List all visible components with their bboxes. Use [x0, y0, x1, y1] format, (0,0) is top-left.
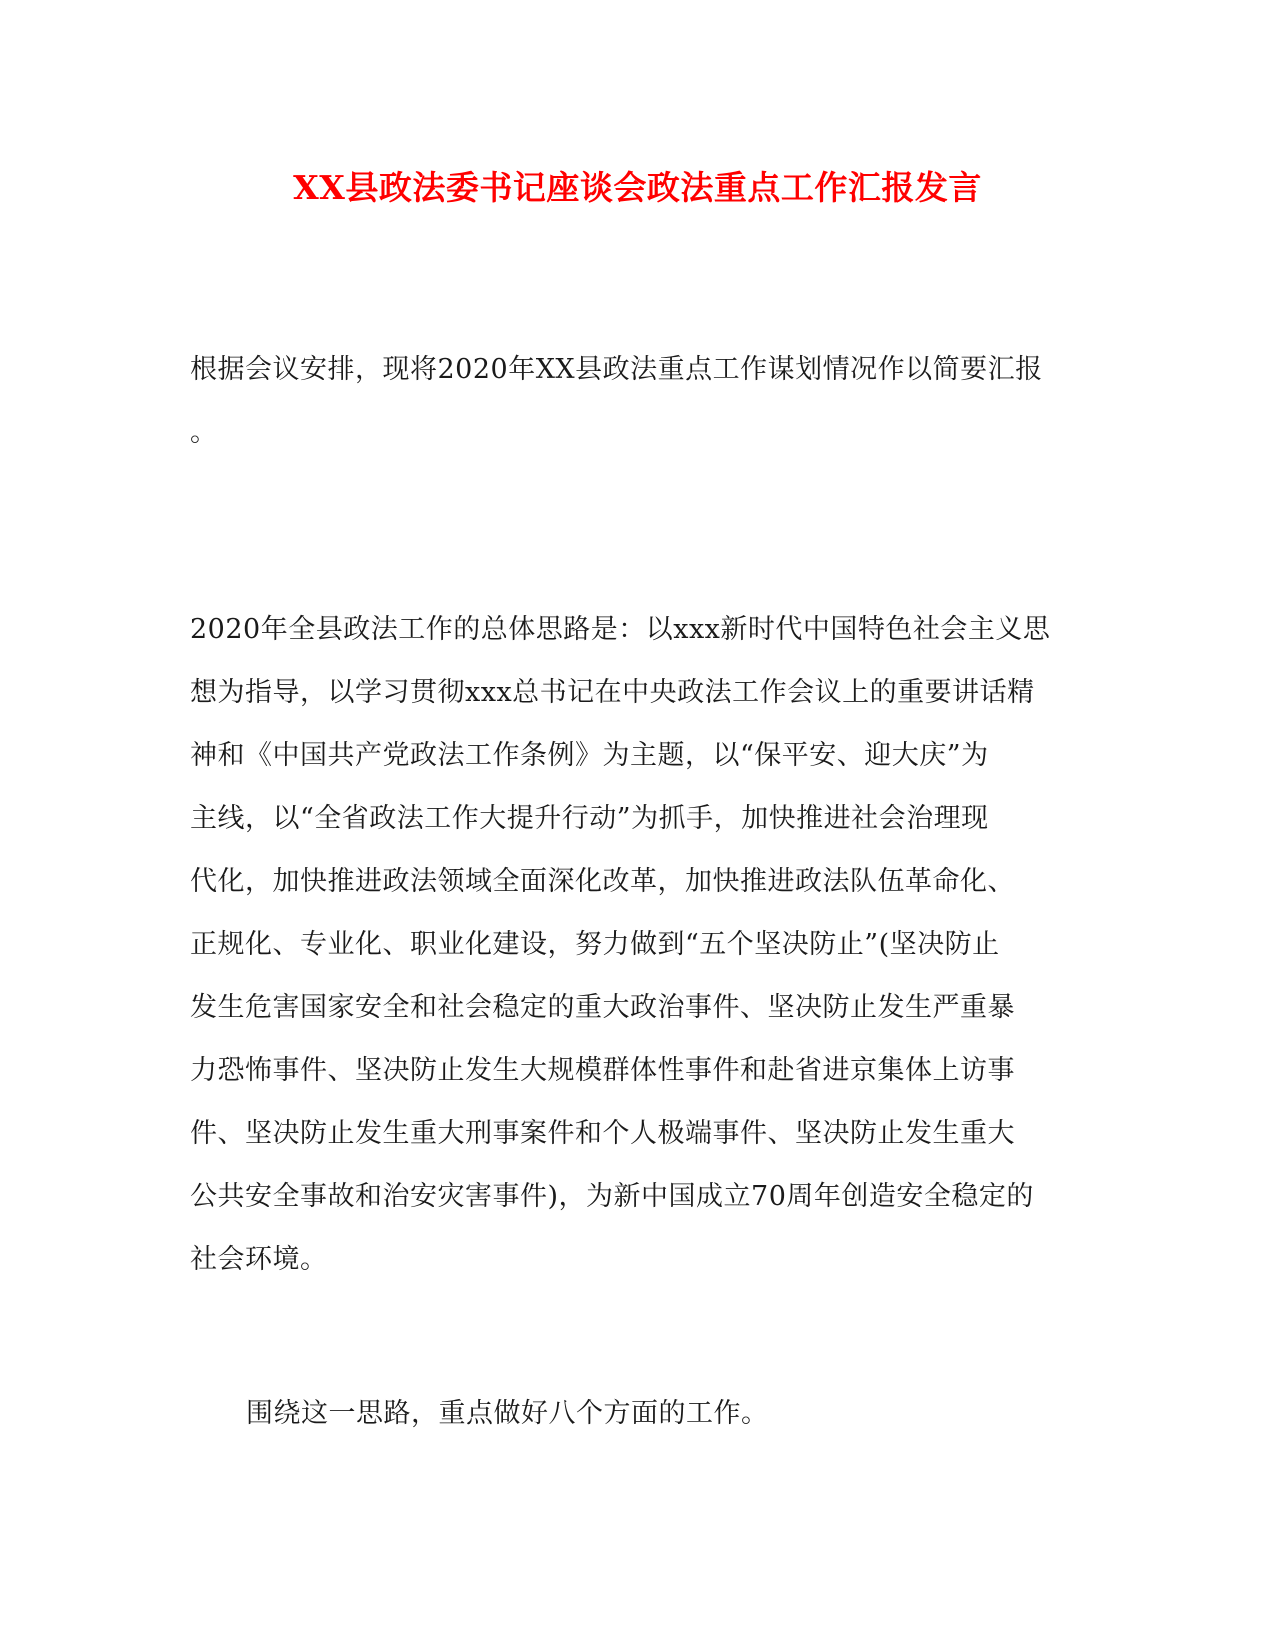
document-title: XX县政法委书记座谈会政法重点工作汇报发言 [293, 168, 982, 207]
paragraph-line: 神和《中国共产党政法工作条例》为主题，以“保平安、迎大庆”为 [190, 740, 989, 771]
paragraph-line: 想为指导，以学习贯彻xxx总书记在中央政法工作会议上的重要讲话精 [190, 677, 1035, 708]
general-approach-paragraph [190, 598, 1090, 1291]
paragraph-line: 主线，以“全省政法工作大提升行动”为抓手，加快推进社会治理现 [190, 803, 989, 834]
paragraph-line: 力恐怖事件、坚决防止发生大规模群体性事件和赴省进京集体上访事 [190, 1055, 1015, 1086]
paragraph-line: 社会环境。 [190, 1244, 328, 1275]
paragraph-line: 公共安全事故和治安灾害事件)，为新中国成立70周年创造安全稳定的 [190, 1181, 1034, 1212]
paragraph-line: 件、坚决防止发生重大刑事案件和个人极端事件、坚决防止发生重大 [190, 1118, 1015, 1149]
paragraph-line: 正规化、专业化、职业化建设，努力做到“五个坚决防止”(坚决防止 [190, 929, 1000, 960]
paragraph-line: 发生危害国家安全和社会稳定的重大政治事件、坚决防止发生严重暴 [190, 992, 1015, 1023]
focus-areas-paragraph [190, 1382, 1090, 1445]
paragraph-line: 代化，加快推进政法领域全面深化改革，加快推进政法队伍革命化、 [190, 866, 1015, 897]
paragraph-line: 围绕这一思路，重点做好八个方面的工作。 [246, 1398, 769, 1429]
paragraph-line: 2020年全县政法工作的总体思路是：以xxx新时代中国特色社会主义思 [190, 614, 1051, 645]
paragraph-line: 根据会议安排，现将2020年XX县政法重点工作谋划情况作以简要汇报 [190, 354, 1043, 385]
paragraph-line: 。 [190, 417, 218, 448]
intro-paragraph [190, 338, 1090, 464]
